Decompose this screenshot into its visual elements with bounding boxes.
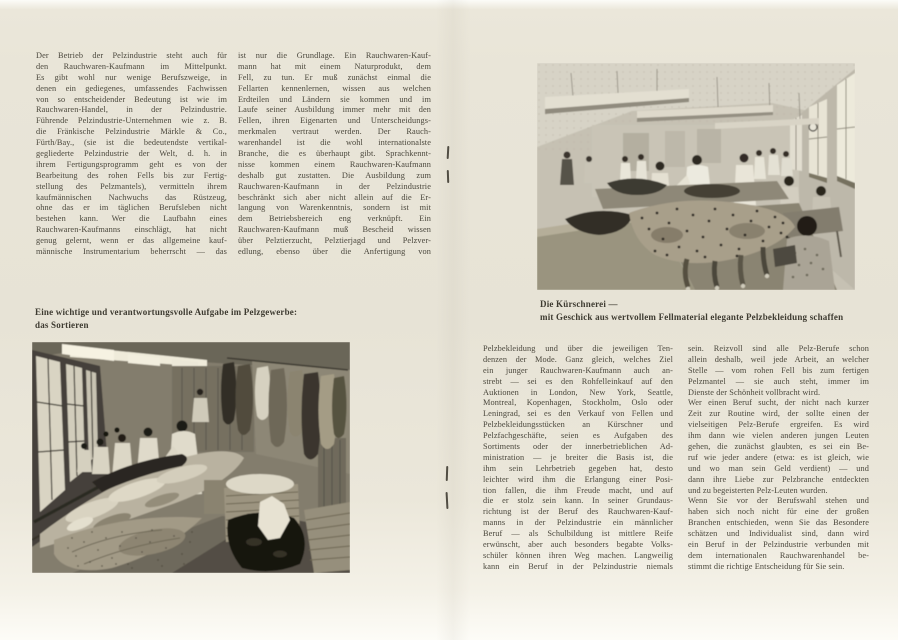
text-line: haben sich noch nicht für eine der großen (688, 507, 869, 517)
text-line: beschränkt sich aber nicht allein auf die Er- (238, 192, 431, 202)
kuerschnerei-caption-line-2: mit Geschick aus wertvollem Fellmaterial elegante Pelzbekleidung schaffen (540, 312, 844, 322)
text-line: edlung, ebenso über die Anfertigung von (238, 247, 431, 257)
text-line: leichter wird ihm die Erlangung einer Posi- (483, 474, 673, 484)
text-line: den Rauchwaren-Kaufmann im Mittelpunkt. (36, 61, 227, 71)
text-line: Sortiments oder der innerbetrieblichen Ad- (483, 442, 673, 452)
text-line: ohne das er im täglichen Berufsleben nicht (36, 203, 227, 213)
text-line: Rauchwaren-Kaufmann muß Bescheid wissen (238, 225, 431, 235)
text-line: kaufmännischen Nachwuchs das Rüstzeug, (36, 192, 227, 202)
text-line: schüler können ihren Weg machen. Langweilig (483, 550, 673, 560)
text-line: gehen, die zunächst glaubten, es sei ein Be- (688, 442, 869, 452)
text-line: manns in der Pelzindustrie ein männlicher (483, 518, 673, 528)
text-line: Laufe seiner Ausbildung immer mehr mit den (238, 105, 431, 115)
text-line: Fell, zu tun. Er muß zunächst einmal die (238, 72, 431, 82)
text-line: deshalb gut zustatten. Die Ausbildung zum (238, 170, 431, 180)
text-line: Zeit zur Routine wird, der sollte einen der (688, 409, 869, 419)
text-line: dem Betriebsbereich eng verknüpft. Ein (238, 214, 431, 224)
text-line: kann ein Beruf in der Pelzindustrie niemals (483, 561, 673, 571)
text-line: Pelzbekleidungsstücken an Kürschner und (483, 420, 673, 430)
text-line: richtung ist der Beruf des Rauchwaren-Kauf- (483, 507, 673, 517)
text-line: sein. Reizvoll sind alle Pelz-Berufe schon (688, 344, 869, 353)
text-line: Pelzfachgeschäfte, seien es Aufgaben des (483, 431, 673, 441)
text-line: Bearbeitung des rohen Fells bis zur Fertig- (36, 170, 227, 180)
text-line: Rauchwaren-Kaufmann in der Pelzindustrie (238, 181, 431, 191)
text-line: stimmt die richtige Entscheidung für Sie sein. (688, 561, 845, 571)
sorting-room-photo (32, 342, 350, 573)
text-line: denzen der Mode. Ganz gleich, welches Ziel (483, 354, 673, 364)
text-line: Fellen, ihren Eigenarten und Unterscheidungs- (238, 116, 431, 126)
text-line: Wer einen Beruf sucht, der nicht nach kurzer (688, 398, 869, 408)
text-line: stellung des Pelzmantels), vermitteln ihrem (36, 181, 227, 191)
text-line: Branche, die es überhaupt gibt. Sprachkennt- (238, 149, 431, 159)
left-page-column-1 (36, 51, 227, 258)
text-line: Wenn Sie vor der Berufswahl stehen und (688, 496, 869, 506)
text-line: die er stolz sein kann. In seiner Grundaus- (483, 496, 673, 506)
text-line: Beruf — als Schulbildung ist mittlere Reife (483, 529, 673, 539)
sorting-caption (35, 306, 345, 332)
kuerschnerei-caption (540, 298, 880, 324)
text-line: ihm dann wie vielen anderen jungen Leuten (688, 431, 869, 441)
text-line: langung von Warenkenntnis, sondern ist mit (238, 203, 431, 213)
text-line: Stelle — vom rohen Fell bis zum fertigen (688, 365, 869, 375)
text-line: gegliederte Pelzindustrie der Welt, d. h. in (36, 149, 227, 159)
text-line: dann ihre Liebe zur Pelzbranche entdeckten (688, 474, 869, 484)
text-line: erwünscht, aber auch besonders begabte Volks- (483, 540, 673, 550)
text-line: von so entscheidender Bedeutung ist wie im (36, 94, 227, 104)
text-line: Erdteilen und Ländern sie kommen und im (238, 94, 431, 104)
text-line: allein deshalb, weil jede Arbeit, an welcher (688, 354, 869, 364)
staple-mark (447, 170, 449, 183)
text-line: Leningrad, sei es den Verkauf von Fellen und (483, 409, 673, 419)
text-line: Pelzbekleidung und über die jeweiligen Ten- (483, 344, 673, 353)
text-line: und zu begeisterten Pelz-Leuten wurden. (688, 485, 828, 495)
text-line: Rauchwaren-Kaufmanns einschlägt, hat nicht (36, 225, 227, 235)
left-page-column-2 (238, 51, 431, 258)
text-line: denen ein gediegenes, umfassendes Fachwissen (36, 83, 227, 93)
page-fold-shade (436, 0, 470, 640)
text-line: Der Betrieb der Pelzindustrie steht auch für (36, 51, 227, 60)
text-line: vielseitigen Pelz-Berufe ergreifen. Es wird (688, 420, 869, 430)
text-line: Auktionen in London, New York, Seattle, (483, 387, 673, 397)
text-line: dem internationalen Rauchwarenhandel be- (688, 550, 869, 560)
right-page-column-1 (483, 344, 673, 573)
text-line: genug gelernt, wenn er das allgemeine kauf- (36, 236, 227, 246)
text-line: ihrem Fertigungsprogramm geht es von der (36, 159, 227, 169)
text-line: bestehen kann. Wer die Laufbahn eines (36, 214, 227, 224)
text-line: ihm sein Lehrbetrieb gegeben hat, desto (483, 463, 673, 473)
right-page-column-2 (688, 344, 869, 573)
text-line: Rauchwaren-Handel, in der Pelzindustrie. (36, 105, 227, 115)
sorting-caption-line-1: Eine wichtige und verantwortungsvolle Aufgabe im Pelzgewerbe: (35, 307, 298, 317)
text-line: ist nur die Grundlage. Ein Rauchwaren-Kauf- (238, 51, 431, 60)
text-line: Branchen entschieden, wenn Sie das Besondere (688, 518, 869, 528)
text-line: Führende Pelzindustrie-Unternehmen wie z. B. (36, 116, 227, 126)
text-line: nisse kommen einem Rauchwaren-Kaufmann (238, 159, 431, 169)
text-line: schätzen und Individualist sind, dann wird (688, 529, 869, 539)
text-line: Pelzmantel — sie auch steht, immer im (688, 376, 869, 386)
text-line: ein Beruf in der Pelzindustrie verbunden mit (688, 540, 869, 550)
text-line: Montreal, Kopenhagen, Stockholm, Oslo oder (483, 398, 673, 408)
text-line: merkmalen vertraut werden. Der Rauch- (238, 127, 431, 137)
text-line: ein junger Rauchwaren-Kaufmann auch an- (483, 365, 673, 375)
text-line: Fellarten kennenlernen, wissen aus welchen (238, 83, 431, 93)
text-line: männische Instrumentarium beherrscht — das (36, 247, 227, 257)
text-line: tion fallen, die ihm Freude macht, und auf (483, 485, 673, 495)
text-line: strebt — sei es den Rohfelleinkauf auf den (483, 376, 673, 386)
text-line: ministration — je breiter die Basis ist, die (483, 452, 673, 462)
text-line: mann hat mit einem Naturprodukt, dem (238, 61, 431, 71)
text-line: Fürth/Bay., (sie ist die bedeutendste vertikal- (36, 138, 227, 148)
text-line: warenhandel ist die wohl internationalste (238, 138, 431, 148)
text-line: die Fränkische Pelzindustrie Märkle & Co., (36, 127, 227, 137)
text-line: Dienste der Schönheit vollbracht wird. (688, 387, 821, 397)
text-line: über Pelztierzucht, Pelztierjagd und Pelzver- (238, 236, 431, 246)
kuerschnerei-caption-line-1: Die Kürschnerei — (540, 299, 618, 309)
sorting-caption-line-2: das Sortieren (35, 320, 89, 330)
text-line: und wo man sein Geld verdient) — und (688, 463, 869, 473)
text-line: ruf wie jeder andere (etwa: es ist gleich, wie (688, 452, 869, 462)
furrier-workshop-photo (537, 63, 855, 290)
text-line: Es gibt wohl nur wenige Berufszweige, in (36, 72, 227, 82)
